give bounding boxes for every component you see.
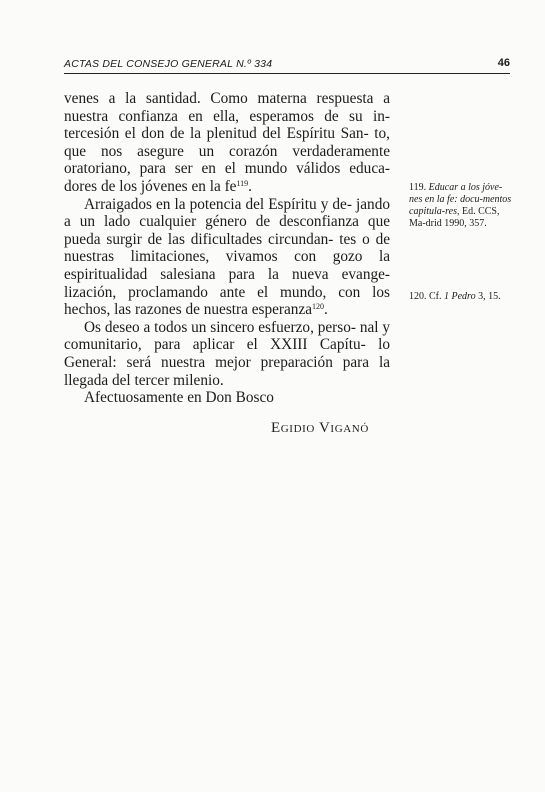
line: la llegada del tercer milenio. (64, 353, 390, 389)
body-text (64, 90, 390, 407)
footnote-ref-120: 120 (312, 302, 325, 312)
line: jando a un lado cualquier género de desconfianza (64, 195, 390, 231)
paragraph-closing (64, 389, 390, 407)
footnote-citation: 3, 15. (478, 291, 501, 302)
line: dores de los jóvenes en la fe (64, 177, 237, 195)
line: la espiritualidad salesiana para la nueva evange- (64, 248, 390, 283)
footnote-number: 119. (409, 182, 427, 193)
line: nuestra confianza en ella, esperamos de su in- (64, 107, 390, 125)
paragraph-1: venes a la santidad. Como materna respuesta a nuestra confianza en ella, esperamos de su in- tercesión el don de la plenitud del Espíritu San- to, que nos asegure un corazón verdaderamente oratoriano, para ser en el mundo válidos educa- dores de los jóvenes en la $fe^{119}$. (64, 90, 390, 195)
signature: Egidio Viganó (271, 420, 369, 436)
footnote-prefix: Cf. (429, 291, 442, 302)
line: tercesión el don de la plenitud del Espíritu San- (64, 125, 369, 143)
footnote-120 (409, 291, 515, 303)
page-number: 46 (497, 57, 510, 69)
line: to, que nos asegure un corazón verdaderamente (64, 125, 390, 160)
line: tes o de nuestras limitaciones, vivamos con gozo (64, 230, 391, 266)
line: Os deseo a todos un sincero esfuerzo, perso- (84, 318, 356, 336)
footnote-citation: Ed. CCS, Ma-drid 1990, 357. (409, 206, 500, 229)
header-title: ACTAS DEL CONSEJO GENERAL N.º 334 (64, 58, 273, 70)
line: Afectuosamente en Don Bosco (84, 389, 274, 407)
line: Arraigados en la potencia del Espíritu y de- (84, 195, 352, 213)
footnote-number: 120. (409, 291, 427, 302)
running-header (64, 57, 510, 74)
line: lización, proclamando ante el mundo, con los (64, 283, 390, 301)
footnote-119 (409, 182, 515, 230)
paragraph-2: Arraigados en la potencia del Espíritu y de- jando a un lado cualquier género de desconfianza que pueda surgir de las dificultades circundan- tes o de nuestras limitaciones, vivamos con gozo la espiritualidad salesiana para la nueva evange- lización, proclamando ante el mundo, con los hechos, las razones de nuestra esperanza$^{120}$. (64, 195, 391, 319)
paragraph-3 (64, 319, 390, 389)
footnote-title: Educar a los jóve-nes en la fe: docu-mentos capitula-res, (409, 182, 512, 217)
line: que pueda surgir de las dificultades circundan- (64, 213, 391, 248)
line: venes a la santidad. Como materna respuesta a (64, 90, 390, 107)
line: hechos, las razones de nuestra esperanza (64, 301, 313, 319)
line: lo General: será nuestra mejor preparación para (64, 336, 390, 371)
line: nal y comunitario, para aplicar el XXIII Capítu- (64, 318, 390, 354)
footnote-ref-119: 119 (236, 178, 249, 188)
footnote-title: 1 Pedro (444, 291, 476, 302)
line: oratoriano, para ser en el mundo válidos educa- (64, 160, 390, 178)
